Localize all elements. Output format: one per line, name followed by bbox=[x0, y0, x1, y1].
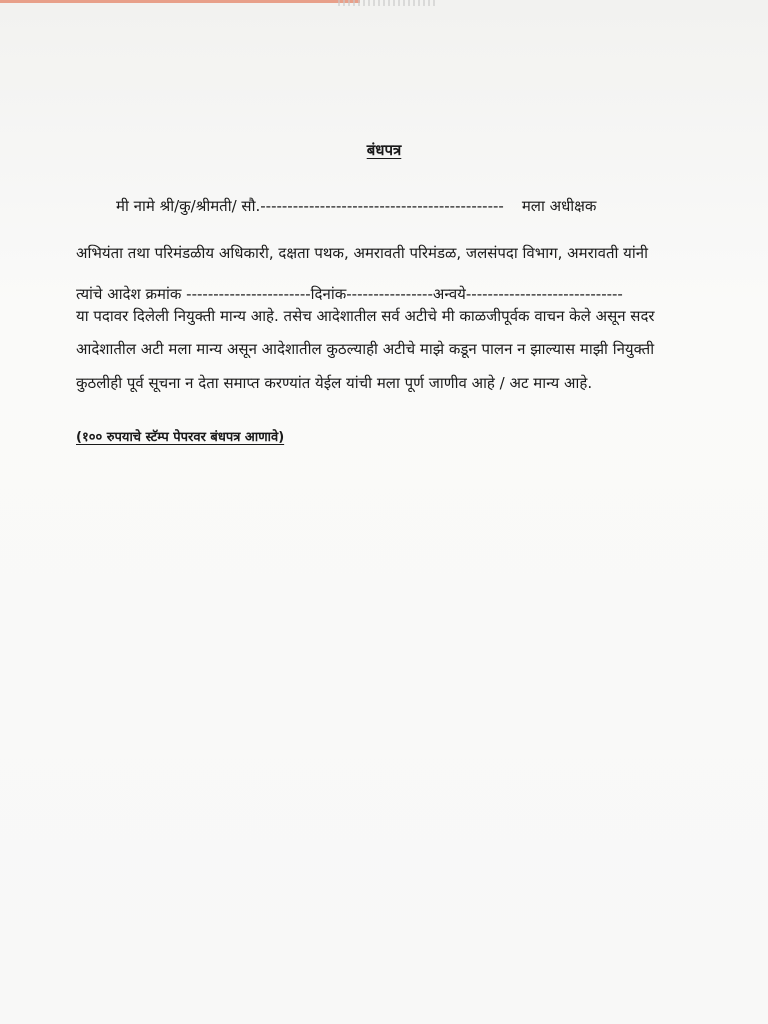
date-label: दिनांक bbox=[310, 285, 347, 303]
page-top-edge bbox=[0, 0, 360, 3]
document-title bbox=[0, 140, 768, 160]
line1-suffix: मला अधीक्षक bbox=[521, 197, 597, 215]
page-top-mark bbox=[338, 0, 438, 6]
line1-prefix: मी नामे श्री/कु/श्रीमती/ सौ.- bbox=[116, 197, 266, 215]
paragraph-line-1 bbox=[76, 196, 736, 216]
paragraph-line-3 bbox=[76, 284, 736, 304]
paragraph-line-4: या पदावर दिलेली नियुक्ती मान्य आहे. तसेच आदेशातील सर्व अटीचे मी काळजीपूर्वक वाचन केले असून सदर bbox=[76, 307, 655, 325]
paragraph-line-2: अभियंता तथा परिमंडळीय अधिकारी, दक्षता पथक, अमरावती परिमंडळ, जलसंपदा विभाग, अमरावती यांनी bbox=[76, 244, 648, 262]
name-blank: -------------------------------------------- bbox=[265, 197, 504, 215]
paragraph-line-5: आदेशातील अटी मला मान्य असून आदेशातील कुठल्याही अटीचे माझे कडून पालन न झाल्यास माझी नियुक्ती bbox=[76, 340, 655, 358]
document-title-text: बंधपत्र bbox=[366, 141, 402, 159]
anvaye-label: अन्वये bbox=[432, 285, 466, 303]
order-number-label: त्यांचे आदेश क्रमांक bbox=[76, 285, 182, 303]
post-blank: ----------------------------- bbox=[465, 285, 623, 303]
stamp-paper-note bbox=[76, 428, 736, 448]
paragraph-line-6: कुठलीही पूर्व सूचना न देता समाप्त करण्यांत येईल यांची मला पूर्ण जाणीव आहे / अट मान्य आहे. bbox=[76, 374, 593, 392]
order-number-blank: ----------------------- bbox=[186, 285, 311, 303]
date-blank: ---------------- bbox=[346, 285, 433, 303]
stamp-paper-note-text: (१०० रुपयाचे स्टॅम्प पेपरवर बंधपत्र आणावे) bbox=[76, 430, 285, 445]
